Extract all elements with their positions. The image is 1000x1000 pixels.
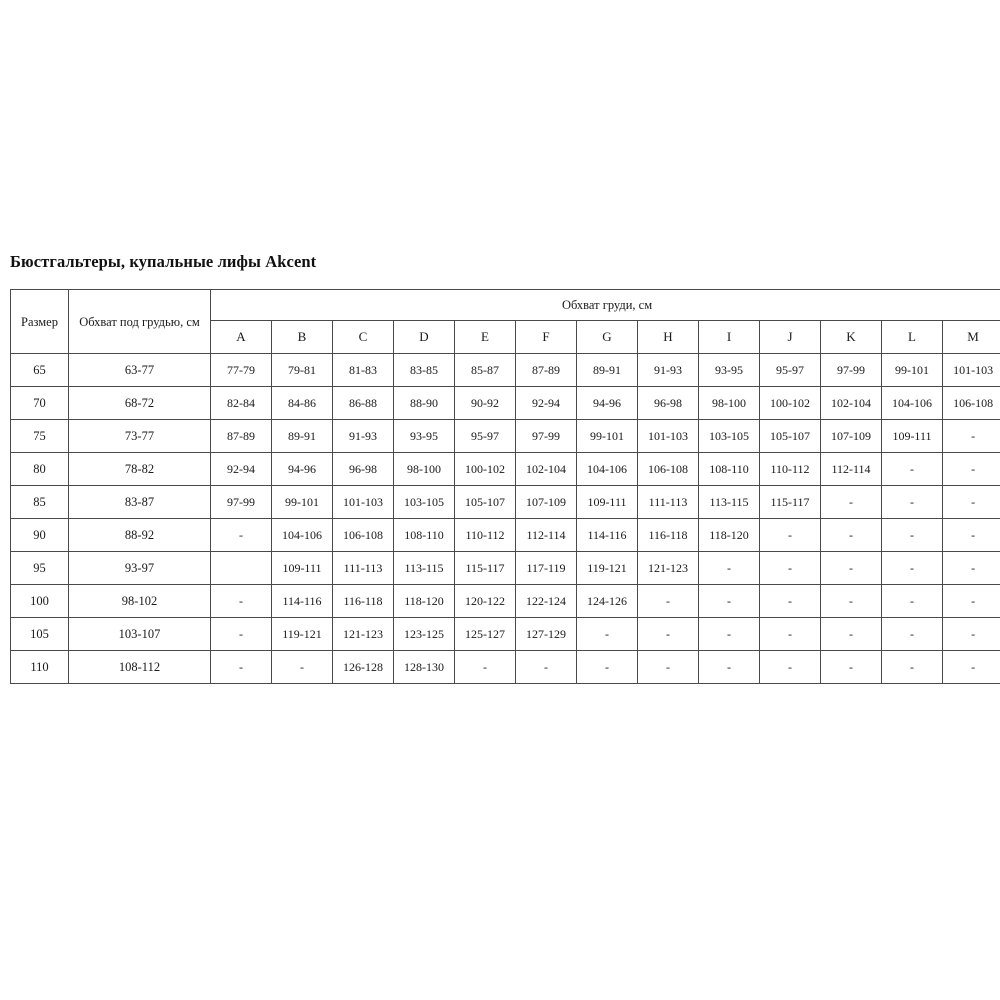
cell-value: 115-117: [760, 486, 821, 519]
cell-value: 83-85: [394, 354, 455, 387]
cell-underbust: 78-82: [69, 453, 211, 486]
cell-value: 112-114: [516, 519, 577, 552]
cell-size: 90: [11, 519, 69, 552]
cell-value: 102-104: [516, 453, 577, 486]
cell-value: 128-130: [394, 651, 455, 684]
cell-value: 120-122: [455, 585, 516, 618]
header-underbust: Обхват под грудью, см: [69, 290, 211, 354]
table-row: [11, 387, 1000, 420]
table-body: [11, 354, 1000, 684]
cell-value: -: [882, 552, 943, 585]
cell-value: -: [943, 552, 1000, 585]
cell-value: 91-93: [638, 354, 699, 387]
cell-value: 95-97: [760, 354, 821, 387]
header-bust-group: Обхват груди, см: [211, 290, 1000, 321]
cell-value: 114-116: [577, 519, 638, 552]
cell-value: 105-107: [760, 420, 821, 453]
cell-value: 126-128: [333, 651, 394, 684]
cell-value: -: [638, 651, 699, 684]
cell-value: 92-94: [516, 387, 577, 420]
cell-value: -: [943, 585, 1000, 618]
size-chart-table: [10, 289, 1000, 684]
cell-value: 125-127: [455, 618, 516, 651]
cell-value: 111-113: [333, 552, 394, 585]
header-cup-k: K: [821, 321, 882, 354]
cell-value: 101-103: [333, 486, 394, 519]
table-row: [11, 585, 1000, 618]
cell-value: -: [821, 486, 882, 519]
cell-value: -: [882, 651, 943, 684]
table-row: [11, 486, 1000, 519]
cell-value: [211, 552, 272, 585]
header-cup-m: M: [943, 321, 1000, 354]
cell-value: 87-89: [211, 420, 272, 453]
cell-value: 108-110: [394, 519, 455, 552]
cell-value: -: [821, 618, 882, 651]
cell-value: -: [760, 552, 821, 585]
cell-value: 122-124: [516, 585, 577, 618]
header-cup-f: F: [516, 321, 577, 354]
cell-size: 95: [11, 552, 69, 585]
cell-value: 94-96: [577, 387, 638, 420]
cell-value: 90-92: [455, 387, 516, 420]
cell-value: 82-84: [211, 387, 272, 420]
cell-value: -: [760, 651, 821, 684]
cell-value: 79-81: [272, 354, 333, 387]
header-cup-d: D: [394, 321, 455, 354]
cell-underbust: 73-77: [69, 420, 211, 453]
cell-value: 87-89: [516, 354, 577, 387]
cell-value: 99-101: [577, 420, 638, 453]
cell-value: 97-99: [821, 354, 882, 387]
table-header: [11, 290, 1000, 354]
cell-value: -: [882, 519, 943, 552]
cell-value: 77-79: [211, 354, 272, 387]
cell-value: 104-106: [882, 387, 943, 420]
cell-size: 65: [11, 354, 69, 387]
cell-value: -: [760, 519, 821, 552]
cell-value: -: [943, 651, 1000, 684]
header-cup-a: A: [211, 321, 272, 354]
cell-value: 100-102: [760, 387, 821, 420]
cell-value: -: [211, 651, 272, 684]
cell-underbust: 103-107: [69, 618, 211, 651]
header-cup-g: G: [577, 321, 638, 354]
cell-value: -: [760, 585, 821, 618]
cell-size: 80: [11, 453, 69, 486]
cell-value: 119-121: [577, 552, 638, 585]
cell-value: -: [577, 618, 638, 651]
cell-value: 101-103: [638, 420, 699, 453]
header-cup-c: C: [333, 321, 394, 354]
cell-value: 114-116: [272, 585, 333, 618]
cell-value: 86-88: [333, 387, 394, 420]
cell-value: -: [882, 585, 943, 618]
cell-value: -: [882, 486, 943, 519]
header-cup-i: I: [699, 321, 760, 354]
cell-value: -: [943, 618, 1000, 651]
cell-value: -: [699, 552, 760, 585]
cell-value: 117-119: [516, 552, 577, 585]
cell-value: 104-106: [272, 519, 333, 552]
cell-value: -: [516, 651, 577, 684]
cell-value: 105-107: [455, 486, 516, 519]
cell-value: 118-120: [394, 585, 455, 618]
header-cup-l: L: [882, 321, 943, 354]
cell-value: -: [943, 453, 1000, 486]
cell-value: 107-109: [821, 420, 882, 453]
cell-value: -: [943, 486, 1000, 519]
cell-size: 75: [11, 420, 69, 453]
cell-value: 89-91: [577, 354, 638, 387]
cell-underbust: 88-92: [69, 519, 211, 552]
cell-underbust: 83-87: [69, 486, 211, 519]
header-cup-h: H: [638, 321, 699, 354]
header-cup-b: B: [272, 321, 333, 354]
header-cup-e: E: [455, 321, 516, 354]
cell-value: 103-105: [699, 420, 760, 453]
cell-value: -: [272, 651, 333, 684]
cell-value: 98-100: [394, 453, 455, 486]
page-title: Бюстгальтеры, купальные лифы Akcent: [10, 252, 317, 271]
cell-underbust: 68-72: [69, 387, 211, 420]
cell-value: 92-94: [211, 453, 272, 486]
cell-underbust: 63-77: [69, 354, 211, 387]
cell-value: 115-117: [455, 552, 516, 585]
cell-value: -: [821, 651, 882, 684]
cell-value: 95-97: [455, 420, 516, 453]
cell-value: 109-111: [272, 552, 333, 585]
cell-value: 93-95: [699, 354, 760, 387]
cell-value: 106-108: [943, 387, 1000, 420]
cell-value: -: [211, 585, 272, 618]
cell-value: 111-113: [638, 486, 699, 519]
cell-value: -: [455, 651, 516, 684]
cell-value: 99-101: [272, 486, 333, 519]
cell-value: -: [821, 552, 882, 585]
cell-value: 104-106: [577, 453, 638, 486]
cell-size: 70: [11, 387, 69, 420]
cell-value: 103-105: [394, 486, 455, 519]
table-row: [11, 420, 1000, 453]
table-row: [11, 651, 1000, 684]
cell-value: -: [821, 585, 882, 618]
cell-value: 113-115: [699, 486, 760, 519]
table-row: [11, 354, 1000, 387]
cell-value: 91-93: [333, 420, 394, 453]
header-size: Размер: [11, 290, 69, 354]
cell-value: -: [638, 585, 699, 618]
cell-value: 89-91: [272, 420, 333, 453]
cell-value: -: [577, 651, 638, 684]
cell-value: -: [821, 519, 882, 552]
cell-value: -: [943, 420, 1000, 453]
cell-value: -: [699, 585, 760, 618]
cell-value: 93-95: [394, 420, 455, 453]
cell-value: 97-99: [211, 486, 272, 519]
header-cup-j: J: [760, 321, 821, 354]
cell-value: 110-112: [455, 519, 516, 552]
cell-underbust: 108-112: [69, 651, 211, 684]
cell-value: 108-110: [699, 453, 760, 486]
table-row: [11, 519, 1000, 552]
cell-value: 96-98: [638, 387, 699, 420]
cell-size: 100: [11, 585, 69, 618]
cell-value: 110-112: [760, 453, 821, 486]
cell-value: 121-123: [638, 552, 699, 585]
cell-value: 118-120: [699, 519, 760, 552]
cell-value: 106-108: [638, 453, 699, 486]
cell-value: 116-118: [333, 585, 394, 618]
cell-value: 107-109: [516, 486, 577, 519]
cell-value: 127-129: [516, 618, 577, 651]
cell-value: 94-96: [272, 453, 333, 486]
cell-value: 84-86: [272, 387, 333, 420]
cell-value: 97-99: [516, 420, 577, 453]
cell-size: 105: [11, 618, 69, 651]
cell-value: -: [699, 651, 760, 684]
cell-underbust: 93-97: [69, 552, 211, 585]
cell-value: 113-115: [394, 552, 455, 585]
cell-value: -: [211, 519, 272, 552]
table-row: [11, 552, 1000, 585]
cell-value: -: [699, 618, 760, 651]
cell-underbust: 98-102: [69, 585, 211, 618]
cell-value: -: [638, 618, 699, 651]
cell-value: 102-104: [821, 387, 882, 420]
cell-value: -: [760, 618, 821, 651]
cell-value: 81-83: [333, 354, 394, 387]
cell-value: 112-114: [821, 453, 882, 486]
cell-value: 99-101: [882, 354, 943, 387]
cell-value: -: [882, 618, 943, 651]
cell-value: 123-125: [394, 618, 455, 651]
cell-value: 109-111: [577, 486, 638, 519]
cell-size: 110: [11, 651, 69, 684]
cell-value: 85-87: [455, 354, 516, 387]
cell-value: -: [211, 618, 272, 651]
table-row: [11, 618, 1000, 651]
cell-value: 109-111: [882, 420, 943, 453]
cell-value: 100-102: [455, 453, 516, 486]
table-header-row-group: [11, 290, 1000, 321]
cell-value: 98-100: [699, 387, 760, 420]
cell-value: 124-126: [577, 585, 638, 618]
cell-value: 119-121: [272, 618, 333, 651]
cell-value: -: [943, 519, 1000, 552]
cell-value: 88-90: [394, 387, 455, 420]
cell-value: 101-103: [943, 354, 1000, 387]
cell-value: 121-123: [333, 618, 394, 651]
cell-value: 106-108: [333, 519, 394, 552]
cell-value: 96-98: [333, 453, 394, 486]
cell-size: 85: [11, 486, 69, 519]
size-table-container: [10, 289, 994, 684]
cell-value: -: [882, 453, 943, 486]
table-row: [11, 453, 1000, 486]
cell-value: 116-118: [638, 519, 699, 552]
